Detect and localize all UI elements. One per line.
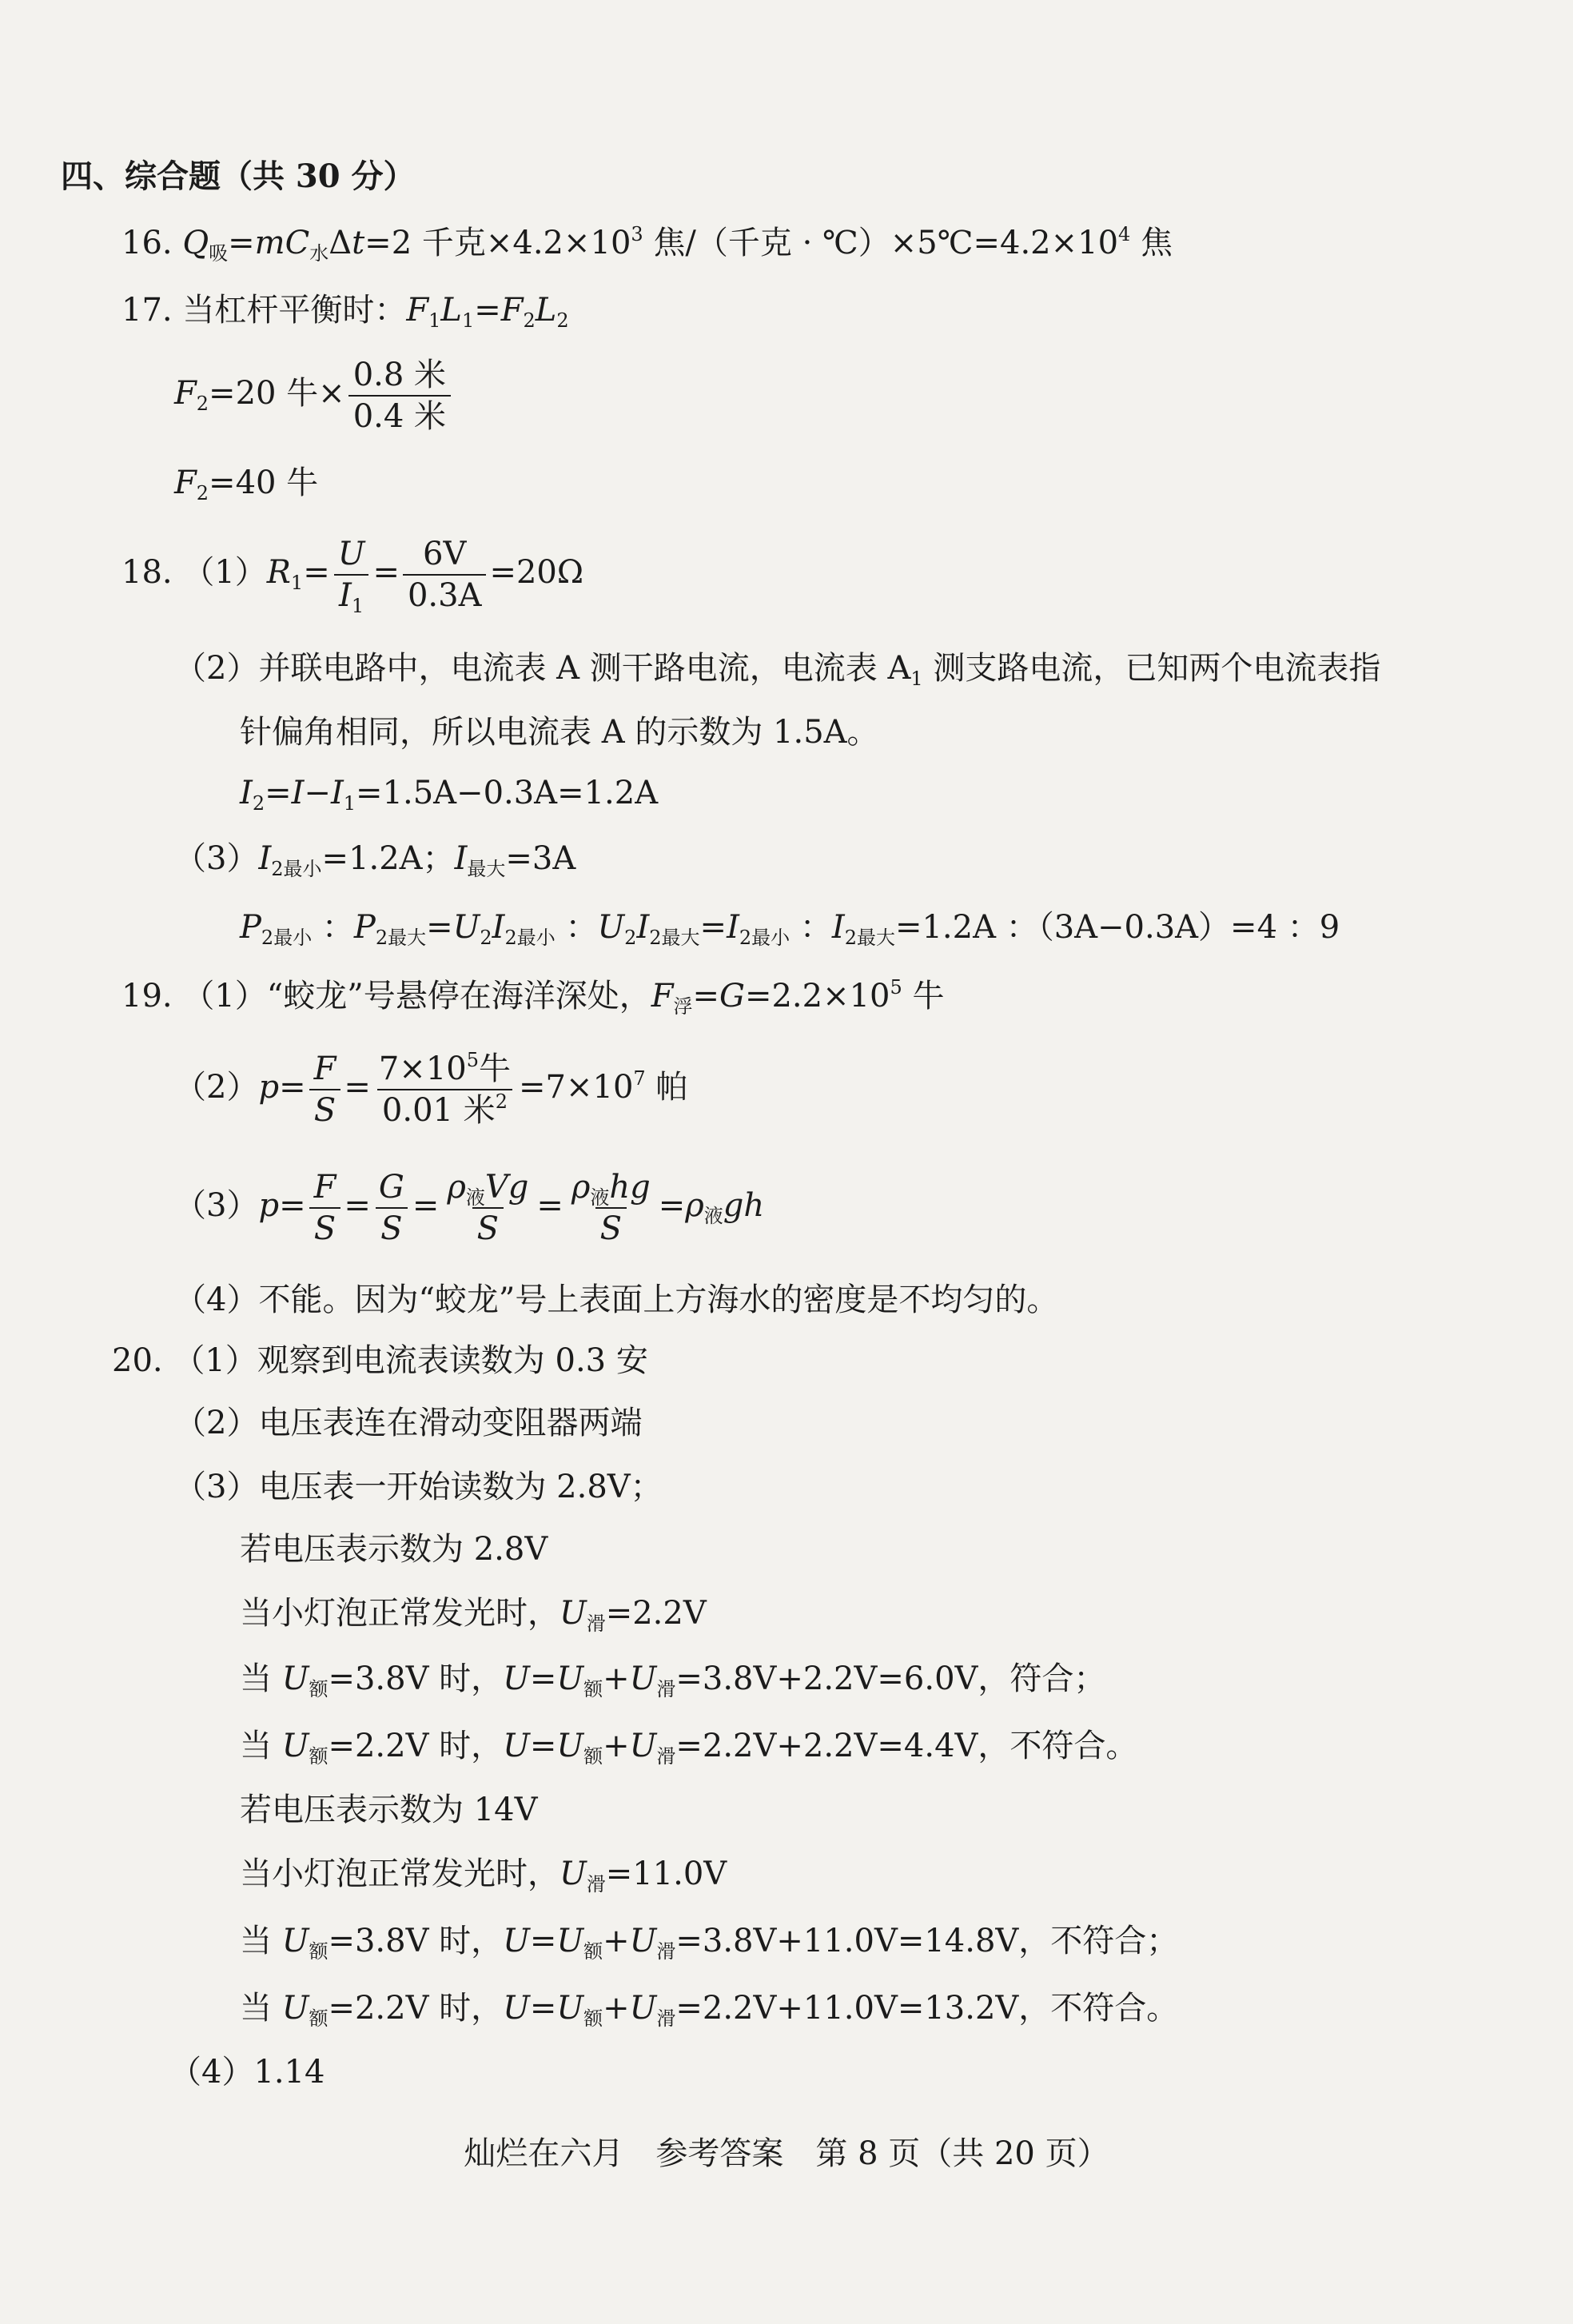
q19-part3: （3）p= $\frac{F}{S}$ = $\frac{G}{S}$ = $\frac{\rho_液Vg}{S}$ = $\frac{\rho_液hg}{S}$ $=\rho_液gh$ bbox=[174, 1169, 765, 1247]
q20-part3: （3）电压表一开始读数为 2.8V； bbox=[174, 1469, 663, 1505]
q16-line: 16. $Q_吸=mC_水\Delta t=2$ 千克$\times 4.2\times 10^3$ 焦/（千克 · $℃)\times 5℃=4.2\times 10^4$ 焦 bbox=[121, 223, 1173, 265]
q19-part1: 19. （1）“蛟龙”号悬停在海洋深处，$F_浮=G=2.2\times 10^5$ 牛 bbox=[121, 976, 945, 1018]
q18-part3-line2: $P_{2最小}$ ：$P_{2最大}=U_2I_{2最小}$ ：$U_2I_{2最大}=I_{2最小}$ ：$I_{2最大}=1.2A$ ：（3A−0.3A）=4 ：9 bbox=[240, 909, 1340, 949]
q18-part3-line1: $(3)I_{2最小}=1.2A$；$I_{最大}=3A$ bbox=[174, 840, 576, 880]
q20-case2-line1: 当小灯泡正常发光时，$U_滑=11.0V$ bbox=[240, 1856, 727, 1895]
section-title: 四、综合题（共 30 分） bbox=[61, 157, 416, 195]
q17-formula-f2-ratio: $F_2=20$ 牛× $\frac{\text{0.8 米}}{\text{0.4 米}}$ bbox=[174, 355, 454, 436]
q20-part1: 20. （1）观察到电流表读数为 0.3 安 bbox=[112, 1342, 648, 1379]
q20-case2-line2: 当 $U_额=3.8V$ 时，$U=U_额+U_滑=3.8V+11.0V=14.8V$，不符合； bbox=[240, 1923, 1179, 1963]
q19-number: 19. bbox=[121, 978, 173, 1015]
q20-part2: （2）电压表连在滑动变阻器两端 bbox=[174, 1405, 643, 1441]
q20-case-2-8v: 若电压表示数为 2.8V bbox=[240, 1531, 548, 1568]
q19-part4: （4）不能。因为“蛟龙”号上表面上方海水的密度是不均匀的。 bbox=[174, 1282, 1059, 1318]
q20-case1-line1: 当小灯泡正常发光时，$U_滑=2.2V$ bbox=[240, 1595, 707, 1635]
q20-case2-line3: 当 $U_额=2.2V$ 时，$U=U_额+U_滑=2.2V+11.0V=13.2V$，不符合。 bbox=[240, 1990, 1179, 2030]
q18-part1: 18. $(1)R_1=$ $\frac{U}{I_1}$ = $\frac{6V}{0.3A}$ =20Ω bbox=[121, 536, 584, 617]
q18-part2-line3: $I_2=I-I_1=1.5A-0.3A=1.2A$ bbox=[240, 775, 659, 815]
q20-part4: （4）1.14 bbox=[169, 2054, 325, 2091]
q20-case-14v: 若电压表示数为 14V bbox=[240, 1792, 538, 1828]
q18-number: 18. bbox=[121, 554, 173, 591]
q16-number: 16. bbox=[121, 225, 173, 261]
q18-part2-line1: （2）并联电路中，电流表 A 测干路电流，电流表 $A_1$ 测支路电流，已知两个电流表指 bbox=[174, 650, 1381, 690]
q17-result: $F_2=40$ 牛 bbox=[174, 464, 319, 504]
page-footer: 灿烂在六月 参考答案 第 8 页（共 20 页） bbox=[464, 2135, 1109, 2172]
q20-case1-line2: 当 $U_额=3.8V$ 时，$U=U_额+U_滑=3.8V+2.2V=6.0V$，符合； bbox=[240, 1660, 1106, 1700]
q20-case1-line3: 当 $U_额=2.2V$ 时，$U=U_额+U_滑=2.2V+2.2V=4.4V$，不符合。 bbox=[240, 1728, 1138, 1768]
q17-line: 17. 当杠杆平衡时：$F_1L_1=F_2L_2$ bbox=[121, 292, 569, 332]
q17-number: 17. bbox=[121, 292, 173, 329]
q19-part2: （2）p= $\frac{F}{S}$ = $\frac{7\times 10^5牛}{0.01 米^2}$ $=7\times 10^7$ 帕 bbox=[174, 1049, 688, 1129]
q18-part2-line2: 针偏角相同，所以电流表 A 的示数为 1.5A。 bbox=[240, 714, 879, 751]
q20-number: 20. bbox=[112, 1342, 163, 1379]
